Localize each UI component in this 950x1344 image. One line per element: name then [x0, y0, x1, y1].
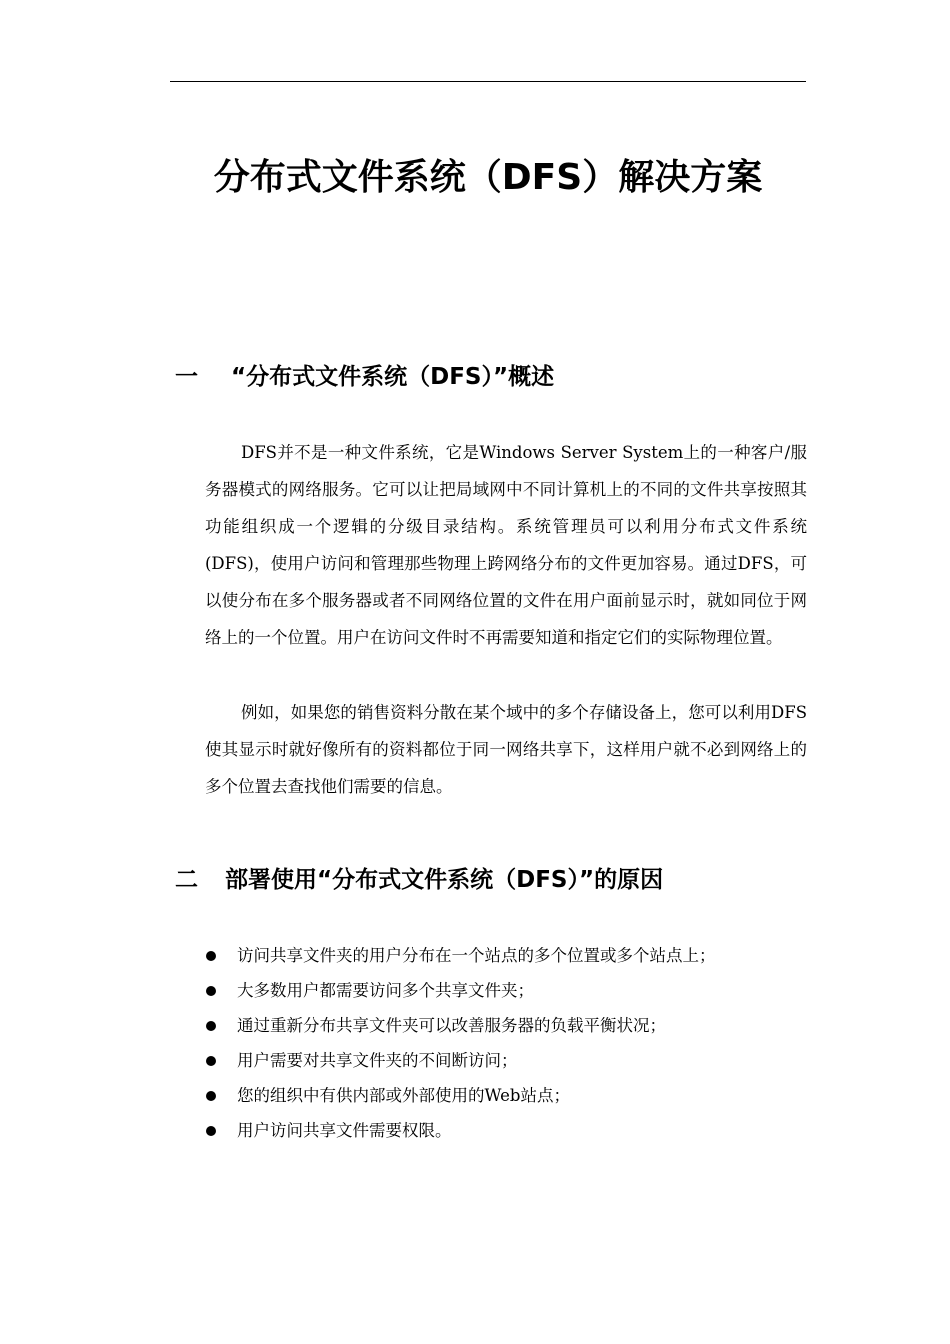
list-item [205, 1008, 807, 1043]
bullet-icon [206, 1021, 216, 1031]
list-item [205, 1113, 807, 1148]
example-body [205, 694, 807, 805]
list-item-text: 访问共享文件夹的用户分布在一个站点的多个位置或多个站点上； [237, 946, 716, 965]
bullet-icon [206, 986, 216, 996]
header-rule [170, 81, 806, 82]
bullet-icon [206, 1091, 216, 1101]
list-item [205, 938, 807, 973]
bullet-icon [206, 951, 216, 961]
list-item-text: 您的组织中有供内部或外部使用的Web站点； [237, 1086, 570, 1105]
list-item-text: 大多数用户都需要访问多个共享文件夹； [237, 981, 534, 1000]
section-heading-text: “分布式文件系统（DFS）”概述 [231, 364, 555, 390]
list-item-text: 通过重新分布共享文件夹可以改善服务器的负载平衡状况； [237, 1016, 666, 1035]
list-item [205, 1078, 807, 1113]
reasons-bullet-list [205, 938, 807, 1148]
bullet-icon [206, 1126, 216, 1136]
list-item-text: 用户访问共享文件需要权限。 [237, 1121, 452, 1140]
section-heading-text: 部署使用“分布式文件系统（DFS）”的原因 [225, 867, 664, 893]
body-paragraph: 例如，如果您的销售资料分散在某个域中的多个存储设备上，您可以利用DFS使其显示时就好像所有的资料都位于同一网络共享下，这样用户就不必到网络上的多个位置去查找他们需要的信息。 [205, 703, 807, 796]
section-heading-reasons [175, 862, 815, 898]
section-heading-overview [175, 359, 815, 395]
body-paragraph: DFS并不是一种文件系统，它是Windows Server System上的一种客户/服务器模式的网络服务。它可以让把局域网中不同计算机上的不同的文件共享按照其功能组织成一个逻辑的分级目录结构。系统管理员可以利用分布式文件系统(DFS)，使用户访问和管理那些物理上跨网络分布的文件更加容易。通过DFS，可以使分布在多个服务器或者不同网络位置的文件在用户面前显示时，就如同位于网络上的一个位置。用户在访问文件时不再需要知道和指定它们的实际物理位置。 [205, 443, 807, 647]
list-item [205, 973, 807, 1008]
bullet-icon [206, 1056, 216, 1066]
document-title: 分布式文件系统（DFS）解决方案 [213, 157, 763, 198]
section-number: 一 [175, 364, 198, 390]
list-item [205, 1043, 807, 1078]
overview-body [205, 434, 807, 656]
section-number: 二 [175, 867, 198, 893]
list-item-text: 用户需要对共享文件夹的不间断访问； [237, 1051, 518, 1070]
